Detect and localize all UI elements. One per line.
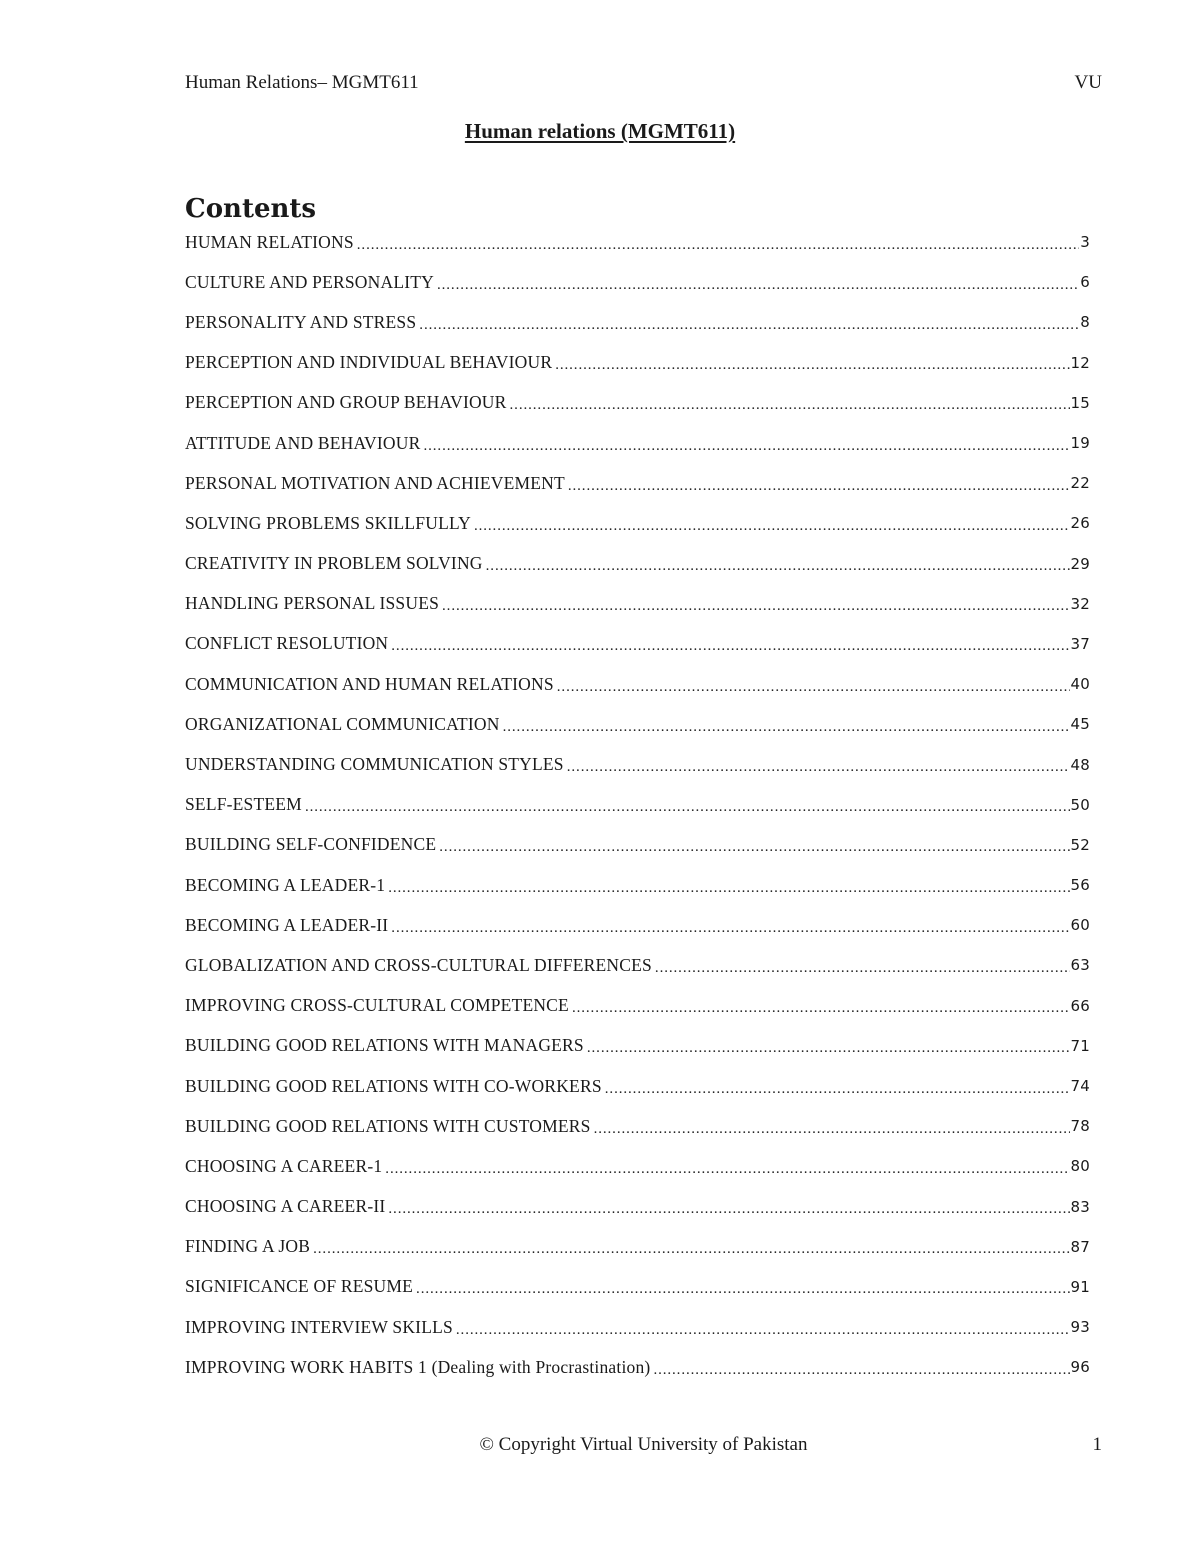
toc-entry-page-number: 29	[1070, 554, 1090, 573]
toc-entry-page-number: 80	[1070, 1157, 1090, 1176]
footer-copyright: © Copyright Virtual University of Pakistan	[479, 1434, 808, 1455]
toc-entry[interactable]	[185, 1307, 1090, 1347]
toc-entry-page-number: 52	[1070, 835, 1090, 854]
toc-entry-title: UNDERSTANDING COMMUNICATION STYLES	[185, 754, 564, 775]
toc-entry-page-number: 32	[1070, 594, 1090, 613]
toc-dot-leader	[567, 759, 1070, 776]
toc-entry-title: ATTITUDE AND BEHAVIOUR	[185, 432, 421, 453]
toc-dot-leader	[655, 960, 1070, 977]
contents-heading: Contents	[185, 194, 317, 224]
toc-entry[interactable]	[185, 624, 1090, 664]
page-footer	[185, 1434, 1102, 1460]
toc-entry[interactable]	[185, 222, 1090, 262]
toc-entry[interactable]	[185, 865, 1090, 905]
toc-entry[interactable]	[185, 1066, 1090, 1106]
toc-entry[interactable]	[185, 383, 1090, 423]
toc-entry[interactable]	[185, 1267, 1090, 1307]
toc-entry[interactable]	[185, 704, 1090, 744]
footer-page-number: 1	[1092, 1434, 1102, 1455]
toc-entry[interactable]	[185, 785, 1090, 825]
toc-entry-title: HUMAN RELATIONS	[185, 231, 354, 252]
running-header	[185, 70, 1102, 96]
toc-entry[interactable]	[185, 343, 1090, 383]
toc-entry-page-number: 15	[1070, 393, 1090, 412]
toc-entry-title: HANDLING PERSONAL ISSUES	[185, 593, 440, 614]
toc-entry-title: CONFLICT RESOLUTION	[185, 633, 389, 654]
toc-entry-page-number: 26	[1070, 514, 1090, 533]
toc-entry[interactable]	[185, 744, 1090, 784]
toc-entry[interactable]	[185, 945, 1090, 985]
toc-entry[interactable]	[185, 584, 1090, 624]
toc-entry-title: BUILDING SELF-CONFIDENCE	[185, 834, 437, 855]
toc-entry-page-number: 87	[1070, 1237, 1090, 1256]
toc-entry-title: GLOBALIZATION AND CROSS-CULTURAL DIFFERENCES	[185, 954, 652, 975]
toc-entry-page-number: 96	[1070, 1358, 1090, 1377]
toc-entry[interactable]	[185, 503, 1090, 543]
toc-dot-leader	[594, 1121, 1070, 1138]
toc-entry-page-number: 56	[1070, 876, 1090, 895]
toc-entry-page-number: 22	[1070, 474, 1090, 493]
toc-dot-leader	[503, 719, 1070, 736]
toc-entry-page-number: 19	[1070, 434, 1090, 453]
toc-dot-leader	[456, 1322, 1070, 1339]
toc-entry-title: PERSONALITY AND STRESS	[185, 311, 417, 332]
toc-entry-title: SIGNIFICANCE OF RESUME	[185, 1276, 414, 1297]
header-course-name: Human Relations– MGMT611	[185, 72, 419, 93]
toc-dot-leader	[391, 920, 1069, 937]
toc-entry-page-number: 93	[1070, 1318, 1090, 1337]
toc-entry-title: PERCEPTION AND GROUP BEHAVIOUR	[185, 392, 507, 413]
toc-entry-page-number: 12	[1070, 353, 1090, 372]
toc-entry-page-number: 37	[1070, 634, 1090, 653]
toc-dot-leader	[555, 357, 1069, 374]
toc-entry[interactable]	[185, 1106, 1090, 1146]
toc-entry-page-number: 48	[1070, 755, 1090, 774]
toc-entry[interactable]	[185, 544, 1090, 584]
toc-dot-leader	[572, 1000, 1070, 1017]
toc-entry-title: CREATIVITY IN PROBLEM SOLVING	[185, 553, 483, 574]
toc-entry-page-number: 40	[1070, 675, 1090, 694]
toc-dot-leader	[587, 1040, 1070, 1057]
toc-entry-title: CHOOSING A CAREER-1	[185, 1155, 383, 1176]
toc-entry-page-number: 6	[1080, 273, 1090, 292]
toc-entry-title: CULTURE AND PERSONALITY	[185, 271, 434, 292]
toc-entry-title: BECOMING A LEADER-II	[185, 914, 389, 935]
toc-dot-leader	[391, 638, 1069, 655]
toc-entry-page-number: 60	[1070, 916, 1090, 935]
toc-entry-title: IMPROVING WORK HABITS 1 (Dealing with Procrastination)	[185, 1356, 651, 1377]
toc-dot-leader	[439, 839, 1069, 856]
toc-dot-leader	[305, 799, 1070, 816]
toc-entry-page-number: 50	[1070, 795, 1090, 814]
toc-dot-leader	[557, 679, 1070, 696]
toc-entry-title: BUILDING GOOD RELATIONS WITH CO-WORKERS	[185, 1075, 602, 1096]
toc-entry-page-number: 71	[1070, 1036, 1090, 1055]
toc-entry[interactable]	[185, 302, 1090, 342]
toc-entry-page-number: 3	[1080, 233, 1090, 252]
toc-entry-title: SELF-ESTEEM	[185, 794, 302, 815]
toc-entry-page-number: 83	[1070, 1197, 1090, 1216]
toc-entry-title: ORGANIZATIONAL COMMUNICATION	[185, 713, 500, 734]
toc-entry-title: CHOOSING A CAREER-II	[185, 1196, 386, 1217]
toc-dot-leader	[437, 277, 1079, 294]
toc-dot-leader	[388, 880, 1069, 897]
toc-entry-title: COMMUNICATION AND HUMAN RELATIONS	[185, 673, 554, 694]
toc-dot-leader	[388, 1201, 1069, 1218]
toc-dot-leader	[486, 558, 1070, 575]
toc-dot-leader	[313, 1241, 1069, 1258]
toc-entry[interactable]	[185, 423, 1090, 463]
toc-entry[interactable]	[185, 1227, 1090, 1267]
toc-dot-leader	[442, 598, 1069, 615]
toc-dot-leader	[568, 478, 1070, 495]
toc-entry[interactable]	[185, 1026, 1090, 1066]
toc-entry-title: PERSONAL MOTIVATION AND ACHIEVEMENT	[185, 472, 565, 493]
toc-entry[interactable]	[185, 905, 1090, 945]
toc-entry-page-number: 45	[1070, 715, 1090, 734]
toc-entry-title: SOLVING PROBLEMS SKILLFULLY	[185, 512, 471, 533]
toc-dot-leader	[605, 1081, 1070, 1098]
header-institution: VU	[1074, 72, 1102, 93]
toc-entry[interactable]	[185, 262, 1090, 302]
toc-entry-title: BUILDING GOOD RELATIONS WITH MANAGERS	[185, 1035, 584, 1056]
toc-entry-title: BECOMING A LEADER-1	[185, 874, 386, 895]
toc-entry-page-number: 66	[1070, 996, 1090, 1015]
toc-dot-leader	[416, 1281, 1069, 1298]
toc-dot-leader	[357, 237, 1079, 254]
toc-dot-leader	[423, 438, 1069, 455]
toc-entry-title: IMPROVING CROSS-CULTURAL COMPETENCE	[185, 995, 569, 1016]
document-title: Human relations (MGMT611)	[464, 119, 736, 143]
toc-dot-leader	[653, 1362, 1069, 1379]
toc-entry[interactable]	[185, 1347, 1090, 1387]
toc-dot-leader	[474, 518, 1070, 535]
table-of-contents	[185, 222, 1090, 1387]
toc-entry[interactable]	[185, 664, 1090, 704]
toc-dot-leader	[385, 1161, 1069, 1178]
toc-entry-page-number: 78	[1070, 1117, 1090, 1136]
toc-dot-leader	[510, 397, 1070, 414]
toc-entry[interactable]	[185, 825, 1090, 865]
toc-entry-page-number: 74	[1070, 1077, 1090, 1096]
toc-entry[interactable]	[185, 1187, 1090, 1227]
toc-entry[interactable]	[185, 1146, 1090, 1186]
toc-dot-leader	[419, 317, 1079, 334]
toc-entry-page-number: 91	[1070, 1277, 1090, 1296]
toc-entry[interactable]	[185, 986, 1090, 1026]
toc-entry-title: FINDING A JOB	[185, 1236, 311, 1257]
toc-entry-page-number: 63	[1070, 956, 1090, 975]
toc-entry-page-number: 8	[1080, 313, 1090, 332]
toc-entry-title: PERCEPTION AND INDIVIDUAL BEHAVIOUR	[185, 352, 553, 373]
toc-entry[interactable]	[185, 463, 1090, 503]
toc-entry-title: BUILDING GOOD RELATIONS WITH CUSTOMERS	[185, 1115, 591, 1136]
toc-entry-title: IMPROVING INTERVIEW SKILLS	[185, 1316, 453, 1337]
